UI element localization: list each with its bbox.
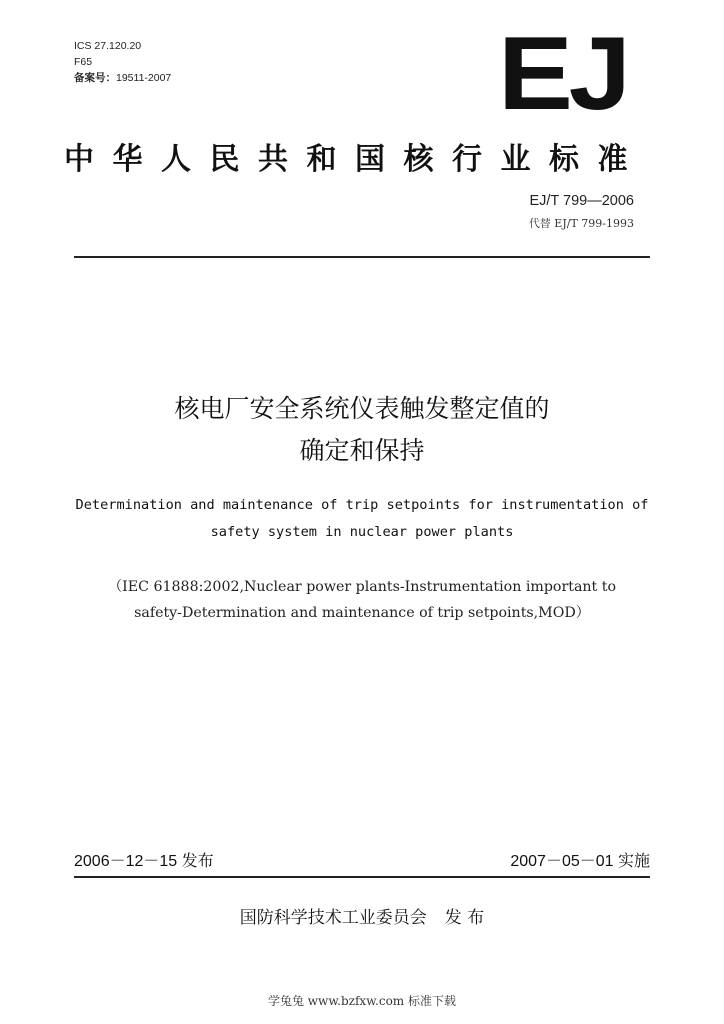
ccs-code: F65 [74,56,93,68]
english-title-line-2: safety system in nuclear power plants [210,524,514,540]
english-title-line-1: Determination and maintenance of trip setpoints for instrumentation of [75,497,649,513]
iec-reference-line-1: （IEC 61888:2002,Nuclear power plants-Instrumentation important to [107,579,617,595]
chinese-title [0,388,724,472]
footer-watermark: 学兔兔 www.bzfxw.com 标准下载 [267,994,457,1008]
organization-title: 中华人民共和国核行业标准 [64,142,646,177]
publisher-name: 国防科学技术工业委员会 [239,908,427,928]
chinese-title-line-2: 确定和保持 [299,436,425,465]
replaces-standard: 代替 EJ/T 799-1993 [528,217,634,230]
header-metadata [74,38,171,86]
filing-label: 备案号： [74,72,116,84]
english-title [40,492,684,546]
publisher [0,903,724,928]
top-divider [74,256,650,258]
standard-code: EJ/T 799—2006 [529,193,634,209]
issue-date: 2006－12－15 发布 [74,853,214,870]
publisher-action: 发 布 [444,908,485,928]
iec-reference-line-2: safety-Determination and maintenance of trip setpoints,MOD） [134,605,590,621]
iec-reference [30,574,694,626]
ej-logo: EJ [498,16,627,132]
chinese-title-line-1: 核电厂安全系统仪表触发整定值的 [174,394,550,423]
ics-code: ICS 27.120.20 [74,40,142,52]
filing-number: 19511-2007 [116,72,172,84]
filing-number-line [74,70,171,86]
bottom-divider [74,876,650,878]
effective-date: 2007－05－01 实施 [510,853,650,870]
